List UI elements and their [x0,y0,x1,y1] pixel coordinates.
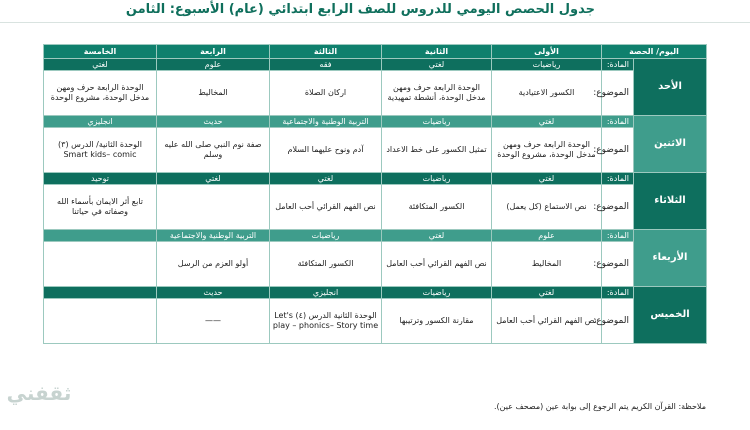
subject-cell: لغتي [492,173,602,185]
day-thursday: الخميس [634,287,707,344]
topic-cell: نص الفهم القرائي أحب العامل [270,185,382,230]
subject-cell: رياضيات [382,173,492,185]
topic-label: الموضوع: [602,71,634,116]
subject-row-sunday [44,59,707,71]
subject-label: المادة: [602,59,634,71]
topic-cell: الكسور الاعتيادية [492,71,602,116]
day-wednesday: الأربعاء [634,230,707,287]
header-period-3: الثالثة [270,45,382,59]
topic-cell: تابع أثر الايمان بأسماء الله وصفاته في حياتنا [44,185,157,230]
topic-cell: الكسور المتكافئة [382,185,492,230]
topic-cell [157,185,270,230]
subject-row-thursday [44,287,707,299]
day-sunday: الأحد [634,59,707,116]
schedule-table [43,44,707,344]
watermark-text: ثقفني [6,381,72,405]
topic-cell: نص الفهم القرائي أحب العامل [382,242,492,287]
subject-cell: لغتي [492,116,602,128]
day-monday: الاثنين [634,116,707,173]
topic-cell: الوحدة الثانية/ الدرس (٣) Smart kids– comic [44,128,157,173]
header-day-period: اليوم/ الحصة [602,45,707,59]
subject-cell: علوم [157,59,270,71]
header-divider [0,22,750,23]
subject-row-monday [44,116,707,128]
header-period-2: الثانية [382,45,492,59]
topic-cell [44,299,157,344]
topic-row-sunday [44,71,707,116]
subject-cell: لغتي [382,230,492,242]
topic-cell: تمثيل الكسور على خط الاعداد [382,128,492,173]
topic-cell: آدم ونوح عليهما السلام [270,128,382,173]
subject-row-tuesday [44,173,707,185]
topic-row-thursday [44,299,707,344]
subject-label: المادة: [602,287,634,299]
topic-cell: مقارنة الكسور وترتيبها [382,299,492,344]
topic-label: الموضوع: [602,128,634,173]
topic-label: الموضوع: [602,185,634,230]
subject-cell: لغتي [382,59,492,71]
header-period-1: الأولى [492,45,602,59]
subject-cell: انجليزي [270,287,382,299]
subject-cell: رياضيات [492,59,602,71]
subject-cell: حديث [157,116,270,128]
topic-cell: الوحدة الرابعة حرف ومهن مدخل الوحدة، مشروع الوحدة [492,128,602,173]
subject-cell: علوم [492,230,602,242]
topic-cell: اركان الصلاة [270,71,382,116]
topic-cell: —— [157,299,270,344]
subject-cell: فقه [270,59,382,71]
topic-label: الموضوع: [602,299,634,344]
subject-cell [44,287,157,299]
page-title: جدول الحصص اليومي للدروس للصف الرابع ابتدائي (عام) الأسبوع: الثامن [125,2,595,17]
topic-cell: نص الاستماع (كل يعمل) [492,185,602,230]
topic-cell: الكسور المتكافئة [270,242,382,287]
topic-cell: أولو العزم من الرسل [157,242,270,287]
subject-cell: التربية الوطنية والاجتماعية [157,230,270,242]
subject-cell: رياضيات [382,287,492,299]
header-period-4: الرابعة [157,45,270,59]
subject-row-wednesday [44,230,707,242]
watermark-logo [2,372,76,414]
subject-label: المادة: [602,173,634,185]
topic-cell [44,242,157,287]
subject-cell: لغتي [270,173,382,185]
subject-cell: توحيد [44,173,157,185]
subject-cell: انجليزي [44,116,157,128]
subject-cell: التربية الوطنية والاجتماعية [270,116,382,128]
topic-cell: المخاليط [157,71,270,116]
topic-row-wednesday [44,242,707,287]
subject-cell: لغتي [492,287,602,299]
day-tuesday: الثلاثاء [634,173,707,230]
subject-cell: لغتي [44,59,157,71]
topic-cell: الوحدة الرابعة حرف ومهن مدخل الوحدة، أنشطة تمهيدية [382,71,492,116]
subject-label: المادة: [602,230,634,242]
header-period-5: الخامسة [44,45,157,59]
topic-label: الموضوع: [602,242,634,287]
topic-cell: صفة نوم النبي صلى الله عليه وسلم [157,128,270,173]
topic-cell: الوحدة الرابعة حرف ومهن مدخل الوحدة، مشروع الوحدة [44,71,157,116]
topic-row-monday [44,128,707,173]
subject-cell: رياضيات [382,116,492,128]
subject-label: المادة: [602,116,634,128]
table-header-row [44,45,707,59]
subject-cell: لغتي [157,173,270,185]
subject-cell: حديث [157,287,270,299]
topic-cell: الوحدة الثانية الدرس (٤) Let's play – phonics– Story time [270,299,382,344]
topic-row-tuesday [44,185,707,230]
subject-cell [44,230,157,242]
topic-cell: نص الفهم القرائي أحب العامل [492,299,602,344]
subject-cell: رياضيات [270,230,382,242]
topic-cell: المخاليط [492,242,602,287]
footnote: ملاحظة: القرآن الكريم يتم الرجوع إلى بوابة عين (مصحف عين). [493,402,706,411]
